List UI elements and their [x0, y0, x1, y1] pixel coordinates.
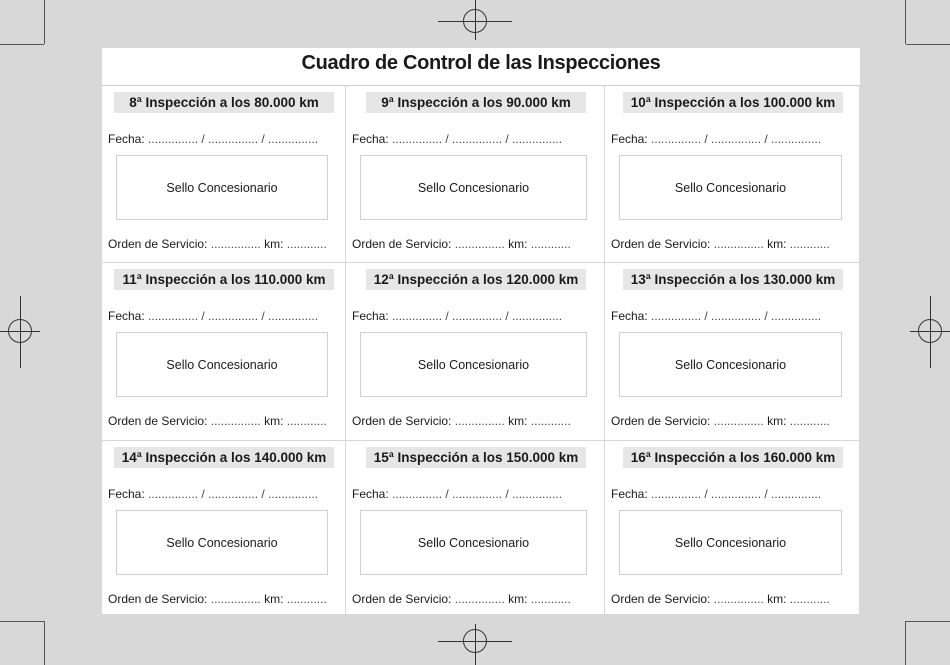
date-line: [352, 132, 562, 146]
date-blank: ............... / ............... / ...............: [392, 309, 563, 323]
date-blank: ............... / ............... / ...............: [392, 132, 563, 146]
dealer-stamp-box: [116, 155, 328, 220]
date-label: Fecha:: [108, 487, 145, 501]
crop-mark: [906, 44, 950, 45]
inspection-cell: [605, 263, 860, 441]
service-order-line: [352, 237, 571, 251]
service-order-label: Orden de Servicio:: [108, 237, 208, 251]
date-line: [108, 132, 318, 146]
inspection-cell: [102, 263, 346, 441]
inspection-heading: 14ª Inspección a los 140.000 km: [114, 447, 334, 468]
service-order-label: Orden de Servicio:: [352, 414, 452, 428]
inspection-heading: 12ª Inspección a los 120.000 km: [366, 269, 586, 290]
inspection-cell: [605, 441, 860, 615]
service-order-line: [108, 414, 327, 428]
service-order-line: [108, 237, 327, 251]
inspection-cell: [346, 441, 605, 615]
service-order-line: [108, 592, 327, 606]
dealer-stamp-box: [116, 510, 328, 575]
date-line: [352, 309, 562, 323]
crop-mark: [905, 0, 906, 44]
inspection-grid: [102, 85, 860, 615]
km-label: km:: [767, 414, 787, 428]
crop-mark: [0, 621, 44, 622]
inspection-heading: 13ª Inspección a los 130.000 km: [623, 269, 843, 290]
service-order-blank: ...............: [210, 414, 261, 428]
service-order-blank: ...............: [713, 592, 764, 606]
service-order-blank: ...............: [713, 414, 764, 428]
km-label: km:: [264, 237, 284, 251]
date-line: [611, 132, 821, 146]
km-label: km:: [767, 592, 787, 606]
service-order-blank: ...............: [210, 592, 261, 606]
dealer-stamp-label: Sello Concesionario: [166, 535, 278, 550]
dealer-stamp-box: [360, 510, 587, 575]
service-order-label: Orden de Servicio:: [352, 237, 452, 251]
dealer-stamp-label: Sello Concesionario: [417, 357, 530, 372]
date-line: [108, 487, 318, 501]
service-order-label: Orden de Servicio:: [611, 592, 711, 606]
service-order-line: [611, 414, 830, 428]
crop-mark: [44, 0, 45, 44]
dealer-stamp-box: [619, 510, 842, 575]
km-label: km:: [767, 237, 787, 251]
inspection-cell: [346, 263, 605, 441]
inspection-heading: 11ª Inspección a los 110.000 km: [114, 269, 334, 290]
dealer-stamp-label: Sello Concesionario: [674, 180, 787, 195]
crop-mark: [0, 44, 44, 45]
date-blank: ............... / ............... / ...............: [651, 132, 822, 146]
date-label: Fecha:: [108, 309, 145, 323]
date-blank: ............... / ............... / ...............: [651, 309, 822, 323]
date-blank: ............... / ............... / ...............: [148, 487, 319, 501]
date-blank: ............... / ............... / ...............: [392, 487, 563, 501]
dealer-stamp-label: Sello Concesionario: [166, 180, 278, 195]
service-order-blank: ...............: [454, 237, 505, 251]
service-order-label: Orden de Servicio:: [108, 414, 208, 428]
km-blank: ............: [530, 592, 571, 606]
crop-mark: [906, 621, 950, 622]
dealer-stamp-label: Sello Concesionario: [674, 535, 787, 550]
inspection-heading: 15ª Inspección a los 150.000 km: [366, 447, 586, 468]
km-blank: ............: [789, 237, 830, 251]
date-label: Fecha:: [611, 132, 648, 146]
service-order-blank: ...............: [210, 237, 261, 251]
service-order-line: [611, 592, 830, 606]
date-label: Fecha:: [611, 309, 648, 323]
km-blank: ............: [530, 237, 571, 251]
dealer-stamp-box: [619, 332, 842, 397]
km-label: km:: [264, 592, 284, 606]
inspection-cell: [102, 86, 346, 263]
date-line: [352, 487, 562, 501]
crop-mark: [905, 621, 906, 665]
km-label: km:: [508, 592, 528, 606]
dealer-stamp-box: [360, 332, 587, 397]
date-line: [611, 487, 821, 501]
inspection-heading: 10ª Inspección a los 100.000 km: [623, 92, 843, 113]
service-order-line: [352, 414, 571, 428]
km-blank: ............: [789, 414, 830, 428]
km-label: km:: [508, 414, 528, 428]
service-order-line: [352, 592, 571, 606]
inspection-cell: [102, 441, 346, 615]
date-label: Fecha:: [352, 487, 389, 501]
km-blank: ............: [286, 592, 327, 606]
date-blank: ............... / ............... / ...............: [148, 309, 319, 323]
dealer-stamp-label: Sello Concesionario: [674, 357, 787, 372]
service-order-label: Orden de Servicio:: [611, 237, 711, 251]
date-blank: ............... / ............... / ...............: [651, 487, 822, 501]
service-order-blank: ...............: [454, 414, 505, 428]
date-label: Fecha:: [352, 132, 389, 146]
crop-mark: [44, 621, 45, 665]
inspection-heading: 16ª Inspección a los 160.000 km: [623, 447, 843, 468]
km-label: km:: [264, 414, 284, 428]
km-blank: ............: [789, 592, 830, 606]
date-label: Fecha:: [352, 309, 389, 323]
date-label: Fecha:: [108, 132, 145, 146]
page-title: Cuadro de Control de las Inspecciones: [102, 48, 860, 79]
control-sheet: [102, 48, 860, 614]
inspection-heading: 8ª Inspección a los 80.000 km: [114, 92, 334, 113]
date-label: Fecha:: [611, 487, 648, 501]
km-blank: ............: [530, 414, 571, 428]
service-order-label: Orden de Servicio:: [352, 592, 452, 606]
service-order-blank: ...............: [713, 237, 764, 251]
inspection-heading: 9ª Inspección a los 90.000 km: [366, 92, 586, 113]
dealer-stamp-box: [619, 155, 842, 220]
dealer-stamp-box: [360, 155, 587, 220]
km-label: km:: [508, 237, 528, 251]
service-order-blank: ...............: [454, 592, 505, 606]
service-order-label: Orden de Servicio:: [611, 414, 711, 428]
dealer-stamp-label: Sello Concesionario: [417, 535, 530, 550]
km-blank: ............: [286, 237, 327, 251]
km-blank: ............: [286, 414, 327, 428]
service-order-line: [611, 237, 830, 251]
inspection-cell: [605, 86, 860, 263]
inspection-cell: [346, 86, 605, 263]
dealer-stamp-label: Sello Concesionario: [166, 357, 278, 372]
date-line: [611, 309, 821, 323]
service-order-label: Orden de Servicio:: [108, 592, 208, 606]
dealer-stamp-label: Sello Concesionario: [417, 180, 530, 195]
dealer-stamp-box: [116, 332, 328, 397]
date-line: [108, 309, 318, 323]
date-blank: ............... / ............... / ...............: [148, 132, 319, 146]
